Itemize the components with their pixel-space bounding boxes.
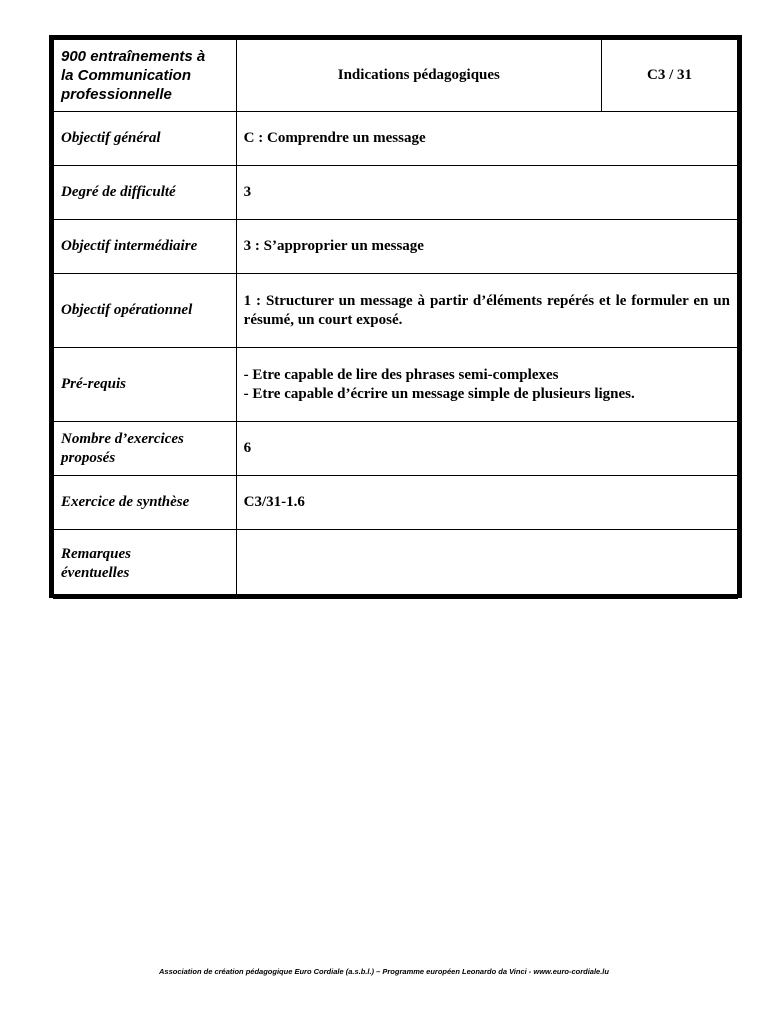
sheet-code: C3 / 31 — [602, 40, 738, 112]
sizer-cell — [419, 599, 602, 600]
table-row — [54, 476, 738, 530]
nombre-exercices-label — [54, 422, 237, 476]
pre-requis-value — [236, 348, 737, 422]
exercice-synthese-value: C3/31-1.6 — [236, 476, 737, 530]
degre-difficulte-value: 3 — [236, 166, 737, 220]
table-row — [54, 220, 738, 274]
table-row — [54, 274, 738, 348]
objectif-operationnel-value: 1 : Structurer un message à partir d’éléments repérés et le formuler en un résumé, un court exposé. — [236, 274, 737, 348]
pre-requis-line-1: - Etre capable de lire des phrases semi-complexes — [243, 366, 559, 383]
header-row — [54, 40, 738, 112]
organization-cell — [54, 40, 237, 112]
page-footer: Association de création pédagogique Euro Cordiale (a.s.b.l.) – Programme européen Leonardo da Vinci - www.euro-cordiale.lu — [159, 967, 609, 976]
pedagogical-sheet — [49, 35, 742, 598]
sizer-cell — [54, 599, 237, 600]
objectif-intermediaire-label: Objectif intermédiaire — [54, 220, 237, 274]
remarques-label — [54, 530, 237, 599]
remarques-label-line-2: éventuelles — [61, 565, 130, 581]
remarques-value — [236, 530, 737, 599]
objectif-general-value: C : Comprendre un message — [236, 112, 737, 166]
nombre-exercices-label-line-1: Nombre d’exercices — [61, 430, 184, 447]
remarques-label-line-1: Remarques — [61, 546, 132, 562]
pedagogical-table — [53, 39, 738, 599]
organization-line-1: 900 entraînements à — [61, 48, 206, 65]
sizer-cell — [602, 599, 738, 600]
table-row — [54, 112, 738, 166]
sizer-cell — [236, 599, 419, 600]
exercice-synthese-label: Exercice de synthèse — [54, 476, 237, 530]
table-row — [54, 530, 738, 599]
table-row — [54, 422, 738, 476]
nombre-exercices-value: 6 — [236, 422, 737, 476]
pre-requis-line-2: - Etre capable d’écrire un message simple de plusieurs lignes. — [243, 385, 635, 402]
table-row — [54, 348, 738, 422]
nombre-exercices-label-line-2: proposés — [61, 449, 116, 466]
objectif-general-label: Objectif général — [54, 112, 237, 166]
pre-requis-label: Pré-requis — [54, 348, 237, 422]
objectif-operationnel-label: Objectif opérationnel — [54, 274, 237, 348]
degre-difficulte-label: Degré de difficulté — [54, 166, 237, 220]
objectif-intermediaire-value: 3 : S’approprier un message — [236, 220, 737, 274]
sheet-title: Indications pédagogiques — [236, 40, 601, 112]
table-row — [54, 166, 738, 220]
organization-line-3: professionnelle — [61, 86, 172, 103]
organization-line-2: la Communication — [61, 67, 192, 84]
column-sizer — [54, 599, 738, 600]
